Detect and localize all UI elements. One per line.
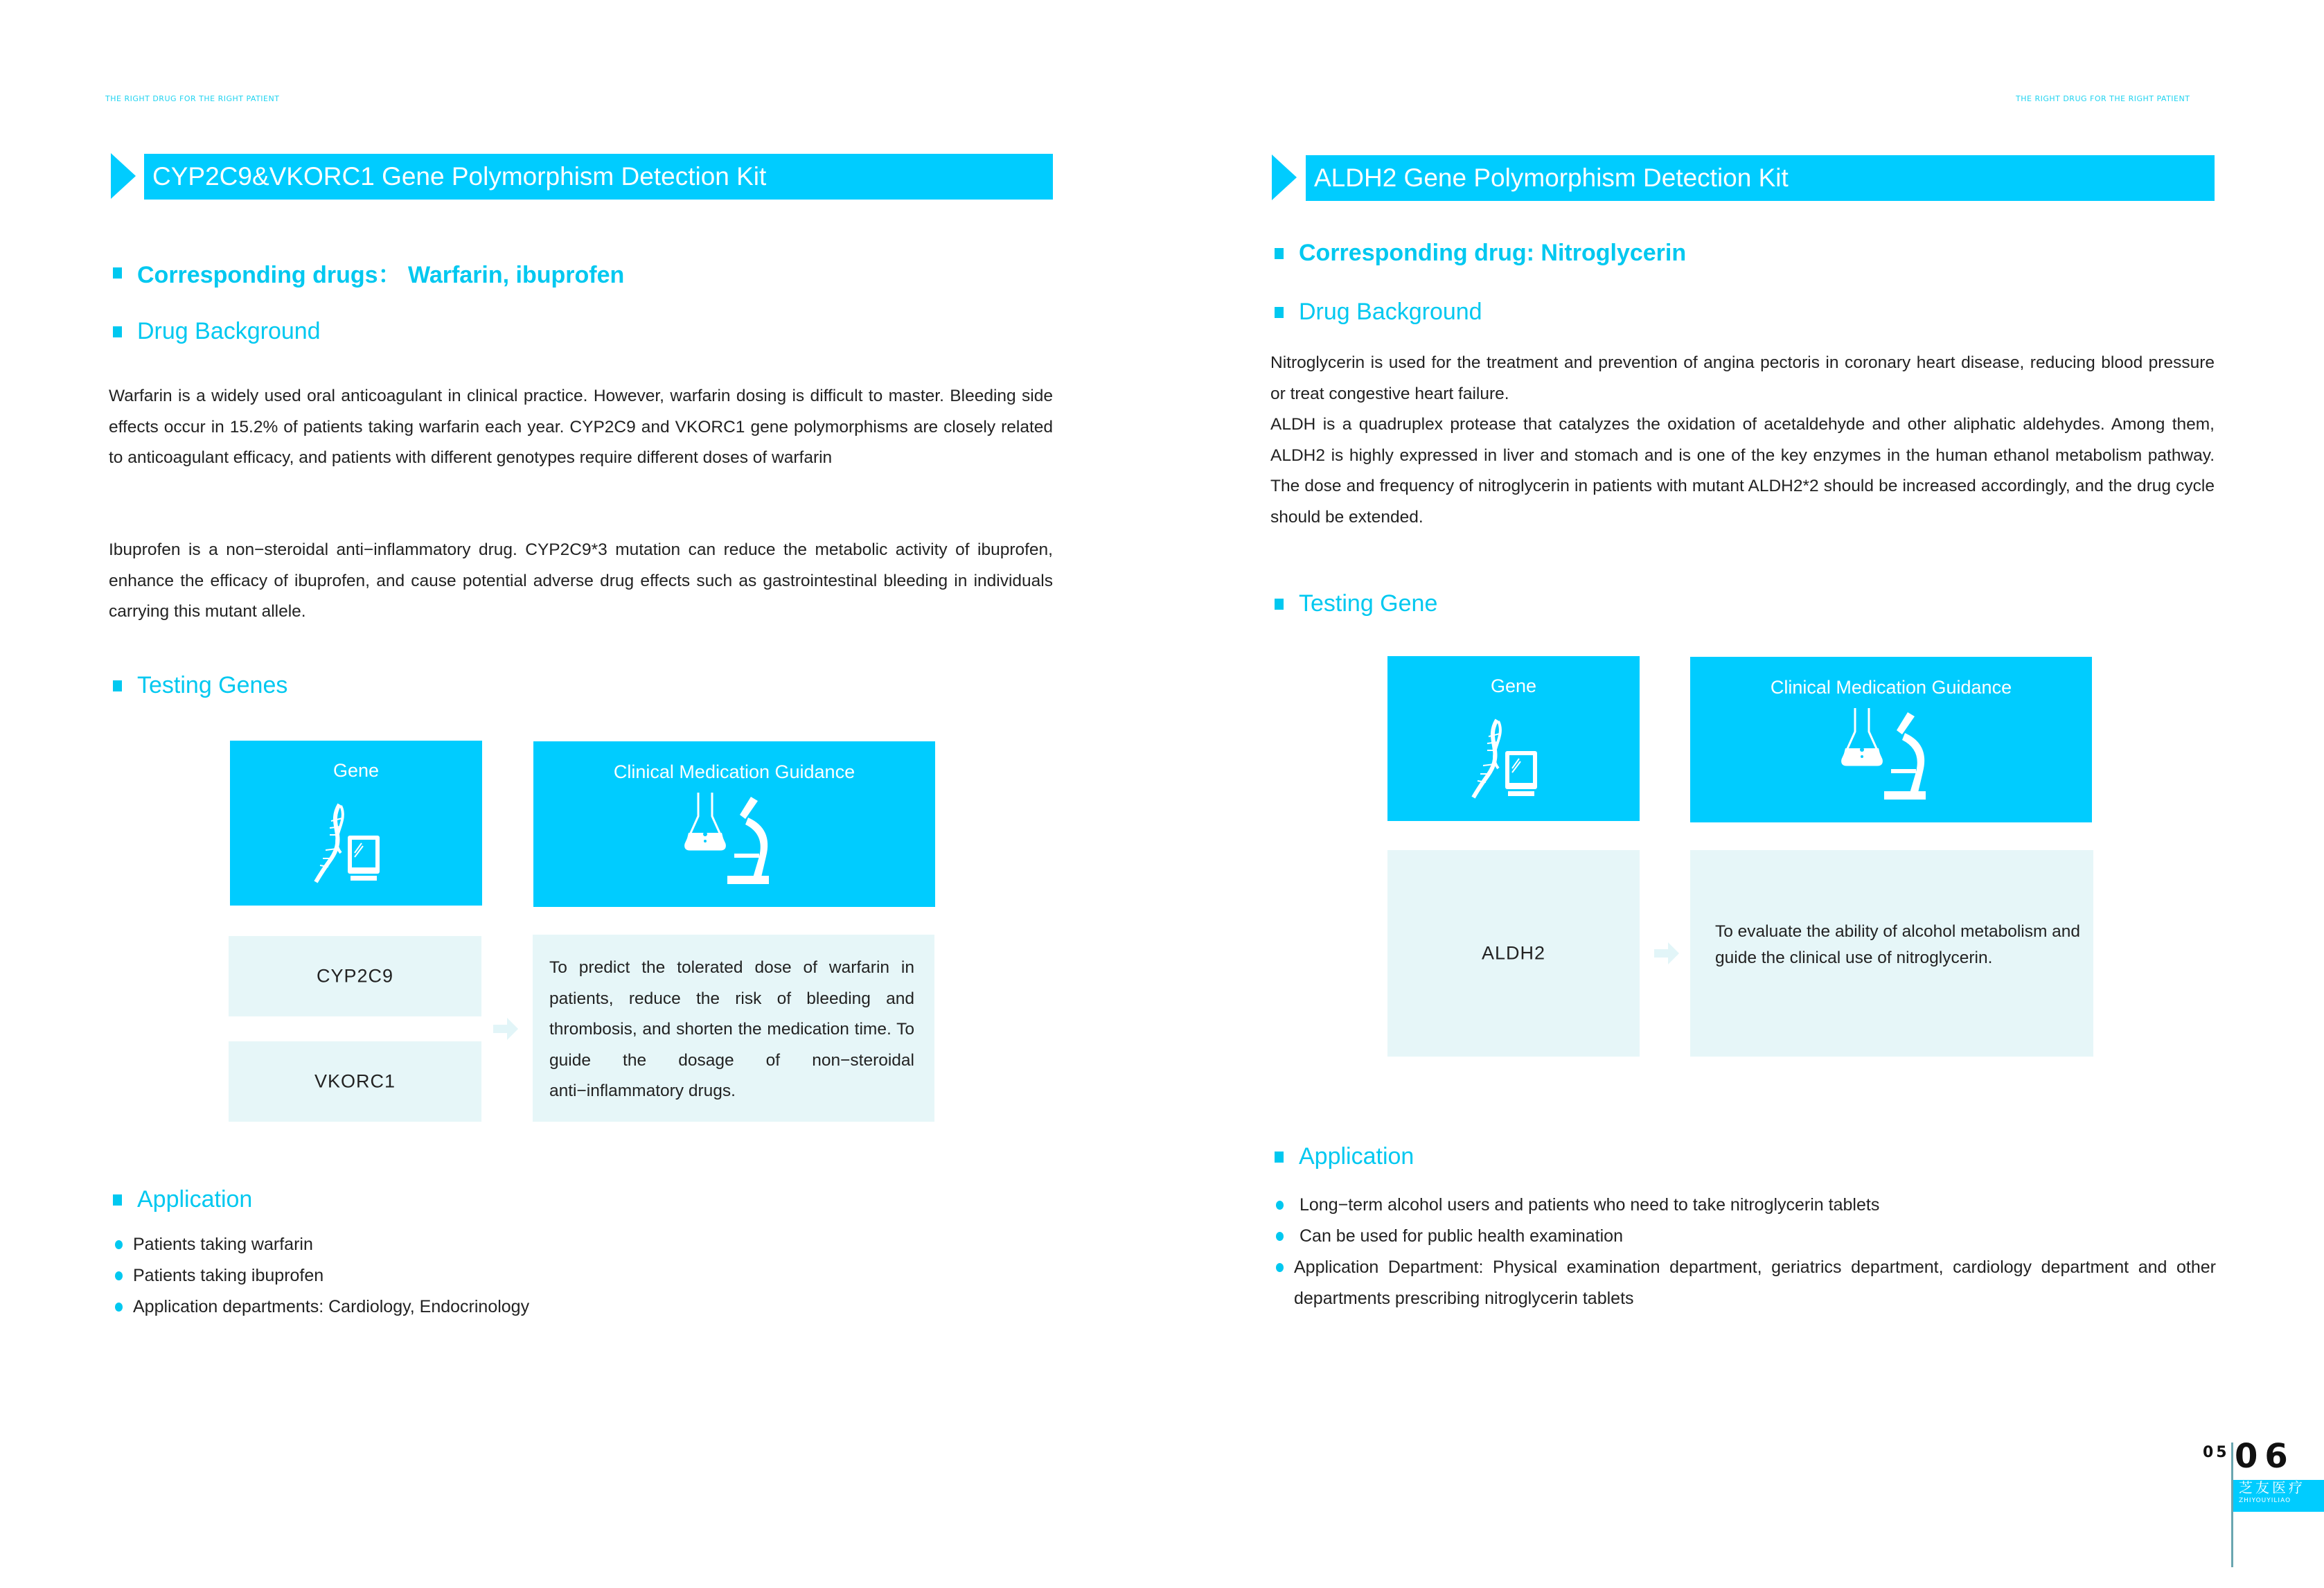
right-guidance-cell	[1690, 850, 2093, 1057]
title-arrow-icon	[1272, 155, 1297, 200]
right-guidance-header-box	[1690, 657, 2092, 822]
right-gene-header-box	[1387, 656, 1640, 821]
left-gene-header-box	[230, 741, 482, 906]
square-bullet-icon	[1275, 248, 1284, 259]
left-testing-genes-heading	[113, 672, 287, 699]
right-background-paragraph-2: ALDH is a quadruplex protease that catalyzes the oxidation of acetaldehyde and other aliphatic aldehydes. Among them, ALDH2 is highly expressed in liver and stomach and is one of the key enzymes in the human ethanol metabolism pathway. The dose and frequency of nitroglycerin in patients with mutant ALDH2*2 should be increased accordingly, and the drug cycle should be extended.	[1270, 415, 2215, 527]
left-drug-background-heading	[113, 318, 321, 345]
right-gene-cell-aldh2	[1387, 850, 1640, 1057]
flow-arrow-icon	[1653, 939, 1680, 967]
square-bullet-icon	[113, 267, 122, 279]
heading-text: Testing Gene	[1299, 590, 1438, 617]
heading-text: Drug Background	[1299, 299, 1482, 325]
left-page-number: 05	[2203, 1444, 2230, 1461]
flask-microscope-icon	[684, 790, 788, 887]
left-corresponding-drugs	[113, 256, 624, 290]
square-bullet-icon	[1275, 307, 1284, 318]
square-bullet-icon	[113, 680, 122, 691]
left-application-list	[115, 1229, 529, 1323]
dot-bullet-icon	[1276, 1201, 1284, 1210]
right-page-title: ALDH2 Gene Polymorphism Detection Kit	[1306, 155, 2215, 201]
list-item: Long−term alcohol users and patients who need to take nitroglycerin tablets	[1276, 1190, 2216, 1221]
left-background-paragraph-2: Ibuprofen is a non−steroidal anti−inflammatory drug. CYP2C9*3 mutation can reduce the metabolic activity of ibuprofen, enhance the efficacy of ibuprofen, and cause potential adverse drug effects such as gastrointestinal bleeding in individuals carrying this mutant allele.	[109, 540, 1053, 621]
gene-header-label: Gene	[332, 760, 380, 781]
flow-arrow-icon	[492, 1015, 520, 1043]
gene-name: CYP2C9	[316, 965, 394, 987]
dot-bullet-icon	[1276, 1232, 1284, 1241]
list-item: Can be used for public health examination	[1276, 1221, 2216, 1252]
title-arrow-icon	[111, 153, 136, 199]
heading-text: Drug Background	[137, 318, 321, 344]
corresponding-drugs-text: Corresponding drugs： Warfarin, ibuprofen	[137, 262, 625, 288]
square-bullet-icon	[113, 326, 122, 337]
gene-name: ALDH2	[1481, 942, 1546, 964]
right-application-list	[1276, 1190, 2216, 1314]
left-guidance-header-box	[533, 741, 935, 907]
square-bullet-icon	[1275, 599, 1284, 610]
list-item: Application Department: Physical examination department, geriatrics department, cardiology department and other departments prescribing nitroglycerin tablets	[1276, 1252, 2216, 1314]
guidance-text: To predict the tolerated dose of warfarin in patients, reduce the risk of bleeding and thrombosis, and shorten the medication time. To guide the dosage of non−steroidal anti−inflammatory drugs.	[549, 958, 914, 1100]
guidance-text: To evaluate the ability of alcohol metabolism and guide the clinical use of nitroglycerin.	[1715, 922, 2081, 967]
right-tagline: THE RIGHT DRUG FOR THE RIGHT PATIENT	[2016, 94, 2190, 103]
heading-text: Application	[1299, 1143, 1414, 1170]
dot-bullet-icon	[115, 1303, 123, 1312]
left-background-paragraph-1: Warfarin is a widely used oral anticoagulant in clinical practice. However, warfarin dosing is difficult to master. Bleeding side effects occur in 15.2% of patients taking warfarin each year. CYP2C9 and VKORC1 gene polymorphisms are closely related to anticoagulant efficacy, and patients with different genotypes require different doses of warfarin	[109, 387, 1053, 467]
square-bullet-icon	[1275, 1152, 1284, 1163]
brand-logo	[2233, 1480, 2324, 1512]
brand-name-en: ZHIYOUYILIAO	[2239, 1497, 2291, 1504]
square-bullet-icon	[113, 1194, 122, 1206]
left-gene-cell-vkorc1	[229, 1041, 481, 1122]
right-corresponding-drugs	[1275, 240, 1686, 267]
gene-header-label: Gene	[1490, 676, 1537, 696]
guidance-header-label: Clinical Medication Guidance	[1770, 677, 2012, 698]
right-background-paragraph-1: Nitroglycerin is used for the treatment and prevention of angina pectoris in coronary heart disease, reducing blood pressure or treat congestive heart failure.	[1270, 353, 2215, 403]
list-item: Patients taking warfarin	[115, 1229, 529, 1260]
right-application-heading	[1275, 1143, 1414, 1170]
list-item: Application departments: Cardiology, Endocrinology	[115, 1291, 529, 1323]
right-drug-background-heading	[1275, 299, 1482, 326]
dot-bullet-icon	[115, 1240, 123, 1249]
dna-computer-icon	[313, 797, 396, 888]
list-item: Patients taking ibuprofen	[115, 1260, 529, 1291]
left-application-heading	[113, 1186, 252, 1213]
dot-bullet-icon	[115, 1271, 123, 1280]
left-tagline: THE RIGHT DRUG FOR THE RIGHT PATIENT	[105, 94, 280, 103]
dot-bullet-icon	[1276, 1263, 1284, 1272]
heading-text: Application	[137, 1186, 253, 1212]
dna-computer-icon	[1471, 713, 1554, 803]
left-guidance-cell	[533, 935, 934, 1122]
right-testing-gene-heading	[1275, 590, 1437, 617]
heading-text: Testing Genes	[137, 672, 288, 698]
guidance-header-label: Clinical Medication Guidance	[613, 761, 855, 782]
gene-name: VKORC1	[314, 1070, 396, 1092]
left-gene-cell-cyp2c9	[229, 936, 481, 1016]
right-page-number: 06	[2235, 1437, 2295, 1476]
brand-name-cn: 芝友医疗	[2239, 1481, 2305, 1496]
flask-microscope-icon	[1841, 705, 1945, 802]
left-page-title: CYP2C9&VKORC1 Gene Polymorphism Detection Kit	[144, 154, 1053, 200]
corresponding-drugs-text: Corresponding drug: Nitroglycerin	[1299, 240, 1687, 266]
